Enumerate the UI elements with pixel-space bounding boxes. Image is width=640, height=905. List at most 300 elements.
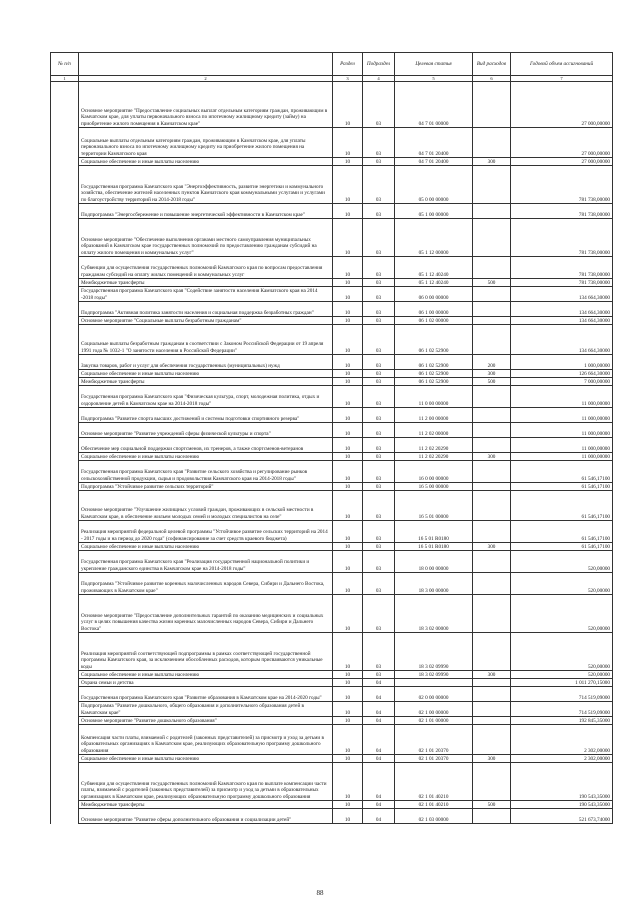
cell-amount: 781 738,00000 [511,257,613,279]
row-number-cell [51,702,79,717]
page-number: 88 [316,889,324,897]
cell-sec: 10 [333,679,363,687]
cell-target: 16 0 00 00000 [395,461,473,483]
cell-target: 06 1 02 52900 [395,355,473,370]
cell-name: Государственная программа Камчатского края "Содействие занятости населения Камчатского края на 2014 -2018 годы" [79,287,333,302]
cell-amount: 11 000,00000 [511,453,613,461]
col-number: 7 [511,76,613,82]
cell-sec: 10 [333,438,363,453]
cell-amount: 2 302,00000 [511,755,613,763]
cell-sub: 03 [363,128,395,158]
cell-exp: 300 [473,671,511,679]
cell-exp [473,679,511,687]
table-row [51,408,613,423]
table-row [51,219,613,257]
row-number-cell [51,386,79,408]
cell-sub: 04 [363,725,395,755]
row-number-cell [51,755,79,763]
row-number-cell [51,573,79,595]
cell-target: 06 1 00 00000 [395,302,473,317]
cell-exp: 300 [473,453,511,461]
cell-target: 06 1 02 52900 [395,378,473,386]
table-row [51,438,613,453]
cell-exp: 500 [473,279,511,287]
cell-exp [473,317,511,325]
cell-sub: 03 [363,317,395,325]
table-body [51,82,613,824]
cell-sec: 10 [333,717,363,725]
cell-sub: 03 [363,302,395,317]
cell-name: Субвенции для осуществления государственных полномочий Камчатского края по выплате компенсации части платы, взимаемой с родителей (законных представителей) за присмотр и уход за детьми в образовательных организациях в Камчатском крае, реализующих образовательную программу дошкольного образования [79,763,333,801]
cell-sub: 03 [363,325,395,355]
table-row [51,483,613,491]
cell-sec: 10 [333,491,363,521]
cell-amount: 190 543,35000 [511,801,613,809]
table-row [51,755,613,763]
cell-sec: 10 [333,633,363,671]
cell-amount: 61 546,17100 [511,521,613,543]
row-number-cell [51,158,79,166]
cell-target: 16 5 00 00000 [395,483,473,491]
cell-target: 02 1 01 20370 [395,725,473,755]
cell-target: 06 0 00 00000 [395,287,473,302]
cell-name: Подпрограмма "Энергосбережение и повышение энергетической эффективности в Камчатском крае" [79,204,333,219]
row-number-cell [51,438,79,453]
cell-sub: 03 [363,671,395,679]
cell-target: 02 1 01 40210 [395,801,473,809]
table-row [51,453,613,461]
cell-sub: 03 [363,219,395,257]
cell-sub: 04 [363,801,395,809]
row-number-cell [51,809,79,824]
row-number-cell [51,461,79,483]
cell-exp [473,595,511,633]
cell-name: Социальное обеспечение и иные выплаты населению [79,158,333,166]
col-header-num: № п/п [51,53,79,76]
cell-exp [473,483,511,491]
table-header-row [51,53,613,76]
cell-sub: 04 [363,809,395,824]
cell-target: 18 3 00 00000 [395,573,473,595]
cell-name: Основное мероприятие "Улучшение жилищных условий граждан, проживающих в сельской местности в Камчатском крае, в обеспечение жильем молодых семей и молодых специалистов на селе" [79,491,333,521]
cell-name: Основное мероприятие "Обеспечение выполнения органами местного самоуправления муниципальных образований в Камчатском крае государственных полномочий по предоставлению гражданам субсидий на оплату жилого помещения и коммунальных услуг" [79,219,333,257]
cell-amount: 7 000,00000 [511,378,613,386]
table-row [51,543,613,551]
cell-sec: 10 [333,543,363,551]
cell-name: Социальное обеспечение и иные выплаты населению [79,370,333,378]
cell-name: Компенсация части платы, взимаемой с родителей (законных представителей) за присмотр и уход за детьми в образовательных организациях в Камчатском крае, реализующих образовательную программу дошкольного образования [79,725,333,755]
cell-amount: 61 546,17100 [511,491,613,521]
cell-amount: 520,00000 [511,573,613,595]
cell-exp [473,219,511,257]
cell-sub: 03 [363,551,395,573]
cell-amount: 1 000,00000 [511,355,613,370]
cell-amount: 190 543,35000 [511,763,613,801]
cell-sub: 03 [363,158,395,166]
table-row [51,82,613,128]
col-number: 5 [395,76,473,82]
cell-sec: 10 [333,287,363,302]
cell-exp [473,491,511,521]
cell-exp: 300 [473,543,511,551]
cell-amount: 714 519,09000 [511,687,613,702]
row-number-cell [51,725,79,755]
table-row [51,386,613,408]
row-number-cell [51,408,79,423]
cell-sub: 03 [363,633,395,671]
cell-sec: 10 [333,386,363,408]
cell-sec: 10 [333,521,363,543]
row-number-cell [51,166,79,204]
cell-amount: 134 664,30000 [511,302,613,317]
cell-amount: 1 011 270,15000 [511,679,613,687]
table-row [51,687,613,702]
cell-name: Подпрограмма "Развитие спорта высших достижений и системы подготовки спортивного резерва" [79,408,333,423]
table-row [51,257,613,279]
cell-sec: 10 [333,702,363,717]
cell-name: Субвенции для осуществления государственных полномочий Камчатского края по вопросам предоставления гражданам субсидий на оплату жилых помещений и коммунальных услуг [79,257,333,279]
cell-name: Межбюджетные трансферты [79,279,333,287]
table-row [51,801,613,809]
cell-sec: 10 [333,483,363,491]
cell-sub: 03 [363,257,395,279]
cell-target: 18 0 00 00000 [395,551,473,573]
col-header-target: Целевая статья [395,53,473,76]
cell-exp: 500 [473,801,511,809]
cell-sub: 03 [363,204,395,219]
cell-exp [473,551,511,573]
row-number-cell [51,763,79,801]
cell-sub: 04 [363,679,395,687]
col-number: 1 [51,76,79,82]
cell-target: 04 7 01 20400 [395,128,473,158]
row-number-cell [51,543,79,551]
cell-sec: 10 [333,370,363,378]
cell-amount: 11 000,00000 [511,438,613,453]
cell-sec: 10 [333,725,363,755]
cell-sec: 10 [333,763,363,801]
cell-sec: 10 [333,355,363,370]
table-row [51,595,613,633]
cell-amount: 134 664,30000 [511,287,613,302]
table-row [51,378,613,386]
row-number-cell [51,801,79,809]
col-number: 2 [79,76,333,82]
cell-exp [473,204,511,219]
row-number-cell [51,423,79,438]
col-header-subsection: Подраздел [363,53,395,76]
cell-target: 02 1 01 20370 [395,755,473,763]
row-number-cell [51,551,79,573]
cell-sub: 03 [363,287,395,302]
cell-sec: 10 [333,408,363,423]
col-header-section: Раздел [333,53,363,76]
cell-sub: 03 [363,370,395,378]
cell-name: Межбюджетные трансферты [79,378,333,386]
row-number-cell [51,595,79,633]
cell-sub: 04 [363,687,395,702]
cell-name: Межбюджетные трансферты [79,801,333,809]
cell-target: 02 1 01 40210 [395,763,473,801]
cell-name: Охрана семьи и детства [79,679,333,687]
cell-target: 04 7 01 00000 [395,82,473,128]
table-row [51,128,613,158]
cell-name: Закупка товаров, работ и услуг для обеспечения государственных (муниципальных) нужд [79,355,333,370]
cell-target: 02 0 00 00000 [395,687,473,702]
table-row [51,763,613,801]
table-row [51,279,613,287]
row-number-cell [51,679,79,687]
cell-sub: 04 [363,717,395,725]
cell-target: 11 2 02 00000 [395,423,473,438]
row-number-cell [51,483,79,491]
row-number-cell [51,279,79,287]
cell-name: Социальное обеспечение и иные выплаты населению [79,671,333,679]
cell-name: Реализация мероприятий федеральной целевой программы "Устойчивое развитие сельских территорий на 2014 - 2017 годы и на период до 2020 года" (софинансирование за счет средств краевого бюджета) [79,521,333,543]
row-number-cell [51,453,79,461]
cell-exp [473,633,511,671]
table-row [51,633,613,671]
cell-target: 02 1 00 00000 [395,702,473,717]
cell-amount: 520,00000 [511,595,613,633]
cell-sec: 10 [333,423,363,438]
cell-sub: 04 [363,702,395,717]
cell-sub: 03 [363,461,395,483]
cell-sub: 03 [363,279,395,287]
cell-target: 05 1 00 00000 [395,204,473,219]
cell-name: Социальные выплаты безработным гражданам в соответствии с Законом Российской Федерации от 19 апреля 1991 года № 1032-1 "О занятости населения в Российской Федерации" [79,325,333,355]
col-number: 4 [363,76,395,82]
cell-amount: 11 000,00000 [511,408,613,423]
cell-amount: 781 738,00000 [511,204,613,219]
cell-exp: 300 [473,370,511,378]
cell-name: Реализация мероприятий соответствующей подпрограммы в рамках соответствующей государственной программы Камчатского края, за исключением обособленных расходов, которым присваиваются уникальные коды [79,633,333,671]
cell-sec: 10 [333,219,363,257]
row-number-cell [51,370,79,378]
cell-sec: 10 [333,595,363,633]
table-row [51,702,613,717]
cell-amount: 714 519,09000 [511,702,613,717]
cell-sec: 10 [333,378,363,386]
cell-amount: 781 738,00000 [511,219,613,257]
cell-exp [473,573,511,595]
cell-amount: 27 000,00000 [511,158,613,166]
cell-name: Государственная программа Камчатского края "Развитие образования в Камчатском крае на 2014-2020 годы" [79,687,333,702]
col-number: 3 [333,76,363,82]
cell-exp [473,521,511,543]
cell-target: 05 1 12 00000 [395,219,473,257]
table-row [51,717,613,725]
cell-target: 18 3 02 09990 [395,671,473,679]
row-number-cell [51,521,79,543]
cell-target: 04 7 01 20400 [395,158,473,166]
cell-exp [473,687,511,702]
cell-exp: 200 [473,355,511,370]
cell-exp [473,702,511,717]
budget-table-sheet [50,52,612,824]
cell-amount: 781 738,00000 [511,279,613,287]
row-number-cell [51,317,79,325]
cell-target: 18 3 02 09990 [395,633,473,671]
cell-sub: 03 [363,438,395,453]
cell-target: 16 5 01 R0180 [395,521,473,543]
row-number-cell [51,717,79,725]
cell-sub: 03 [363,423,395,438]
cell-exp [473,166,511,204]
cell-amount: 61 546,17100 [511,461,613,483]
cell-sec: 10 [333,671,363,679]
cell-sec: 10 [333,687,363,702]
cell-exp [473,257,511,279]
cell-amount: 11 000,00000 [511,423,613,438]
table-row [51,491,613,521]
cell-sec: 10 [333,166,363,204]
table-row [51,317,613,325]
cell-sub: 03 [363,573,395,595]
table-row [51,204,613,219]
cell-sub: 03 [363,82,395,128]
cell-name: Государственная программа Камчатского края "Физическая культура, спорт, молодежная политика, отдых и оздоровление детей в Камчатском крае на 2014-2018 годы" [79,386,333,408]
cell-amount: 781 738,00000 [511,166,613,204]
table-row [51,158,613,166]
cell-name: Основное мероприятие "Предоставление дополнительных гарантий по оказанию медицинских и социальных услуг в целях повышения качества жизни коренных малочисленных народов Севера, Сибири и Дальнего Востока" [79,595,333,633]
cell-exp: 300 [473,755,511,763]
cell-sec: 10 [333,461,363,483]
cell-sub: 04 [363,755,395,763]
cell-sub: 03 [363,543,395,551]
cell-name: Подпрограмма "Активная политика занятости населения и социальная поддержка безработных граждан" [79,302,333,317]
cell-sec: 10 [333,453,363,461]
cell-target: 16 5 01 00000 [395,491,473,521]
cell-sub: 03 [363,453,395,461]
row-number-cell [51,378,79,386]
cell-sec: 10 [333,128,363,158]
cell-amount: 521 673,74000 [511,809,613,824]
row-number-cell [51,204,79,219]
cell-exp [473,763,511,801]
table-row [51,809,613,824]
table-row [51,370,613,378]
cell-sub: 03 [363,378,395,386]
cell-target: 05 1 12 40240 [395,257,473,279]
col-header-amount: Годовой объем ассигнований [511,53,613,76]
cell-sec: 10 [333,257,363,279]
cell-target: 02 1 03 00000 [395,809,473,824]
cell-sub: 03 [363,595,395,633]
cell-amount: 2 302,00000 [511,725,613,755]
cell-amount: 520,00000 [511,671,613,679]
col-header-name [79,53,333,76]
col-number: 6 [473,76,511,82]
cell-exp [473,725,511,755]
cell-amount: 520,00000 [511,551,613,573]
col-header-expense: Вид расходов [473,53,511,76]
cell-name: Основное мероприятие "Социальные выплаты безработным гражданам" [79,317,333,325]
cell-target: 06 1 02 52900 [395,370,473,378]
cell-sub: 03 [363,355,395,370]
table-row [51,679,613,687]
cell-sub: 03 [363,483,395,491]
row-number-cell [51,82,79,128]
cell-sec: 10 [333,158,363,166]
cell-exp [473,325,511,355]
cell-name: Государственная программа Камчатского края "Реализация государственной национальной политики и укрепление гражданского единства в Камчатском крае на 2014-2018 годы" [79,551,333,573]
cell-target: 18 3 02 00000 [395,595,473,633]
cell-name: Социальное обеспечение и иные выплаты населению [79,543,333,551]
cell-amount: 134 664,30000 [511,317,613,325]
cell-name: Подпрограмма "Устойчивое развитие сельских территорий" [79,483,333,491]
cell-name: Социальное обеспечение и иные выплаты населению [79,755,333,763]
cell-target: 06 1 02 00000 [395,317,473,325]
cell-target: 05 1 12 40240 [395,279,473,287]
cell-sec: 10 [333,573,363,595]
cell-target: 11 2 00 00000 [395,408,473,423]
row-number-cell [51,257,79,279]
row-number-cell [51,355,79,370]
cell-name: Основное мероприятие "Развитие дошкольного образования" [79,717,333,725]
cell-amount: 126 664,30000 [511,370,613,378]
cell-exp [473,386,511,408]
cell-sub: 03 [363,408,395,423]
cell-amount: 520,00000 [511,633,613,671]
cell-sec: 10 [333,325,363,355]
cell-exp [473,82,511,128]
table-row [51,302,613,317]
table-row [51,325,613,355]
cell-name: Основное мероприятие "Предоставление социальных выплат отдельным категориям граждан, проживающим в Камчатском крае, для уплаты первоначального взноса по ипотечному жилищному кредиту (займу) на приобретение жилого помещения в Камчатском крае" [79,82,333,128]
cell-amount: 61 546,17100 [511,543,613,551]
cell-name: Основное мероприятие "Развитие сферы дополнительного образования и социализации детей" [79,809,333,824]
table-row [51,671,613,679]
cell-target: 06 1 02 52900 [395,325,473,355]
table-row [51,287,613,302]
table-row [51,166,613,204]
cell-sub: 03 [363,491,395,521]
cell-exp [473,717,511,725]
cell-name: Подпрограмма "Развитие дошкольного, общего образования и дополнительного образования детей в Камчатском крае" [79,702,333,717]
cell-target: 05 0 00 00000 [395,166,473,204]
cell-sec: 10 [333,279,363,287]
cell-exp [473,461,511,483]
row-number-cell [51,671,79,679]
cell-exp [473,302,511,317]
cell-sec: 10 [333,302,363,317]
cell-name: Основное мероприятие "Развитие учреждений сферы физической культуры и спорта" [79,423,333,438]
cell-exp: 500 [473,378,511,386]
cell-exp [473,809,511,824]
cell-target: 11 2 02 20290 [395,453,473,461]
table-row [51,551,613,573]
cell-sec: 10 [333,551,363,573]
cell-amount: 134 664,30000 [511,325,613,355]
cell-exp [473,423,511,438]
cell-sec: 10 [333,204,363,219]
cell-amount: 27 000,00000 [511,82,613,128]
cell-sec: 10 [333,82,363,128]
cell-name: Социальные выплаты отдельным категориям граждан, проживающим в Камчатском крае, для уплаты первоначального взноса по ипотечному жилищному кредиту на приобретение жилого помещения на территории Камчатского края [79,128,333,158]
cell-exp [473,408,511,423]
row-number-cell [51,491,79,521]
cell-exp [473,438,511,453]
cell-sec: 10 [333,755,363,763]
cell-sec: 10 [333,317,363,325]
table-row [51,461,613,483]
row-number-cell [51,302,79,317]
row-number-cell [51,219,79,257]
cell-sub: 03 [363,386,395,408]
cell-sec: 10 [333,809,363,824]
cell-exp: 300 [473,158,511,166]
